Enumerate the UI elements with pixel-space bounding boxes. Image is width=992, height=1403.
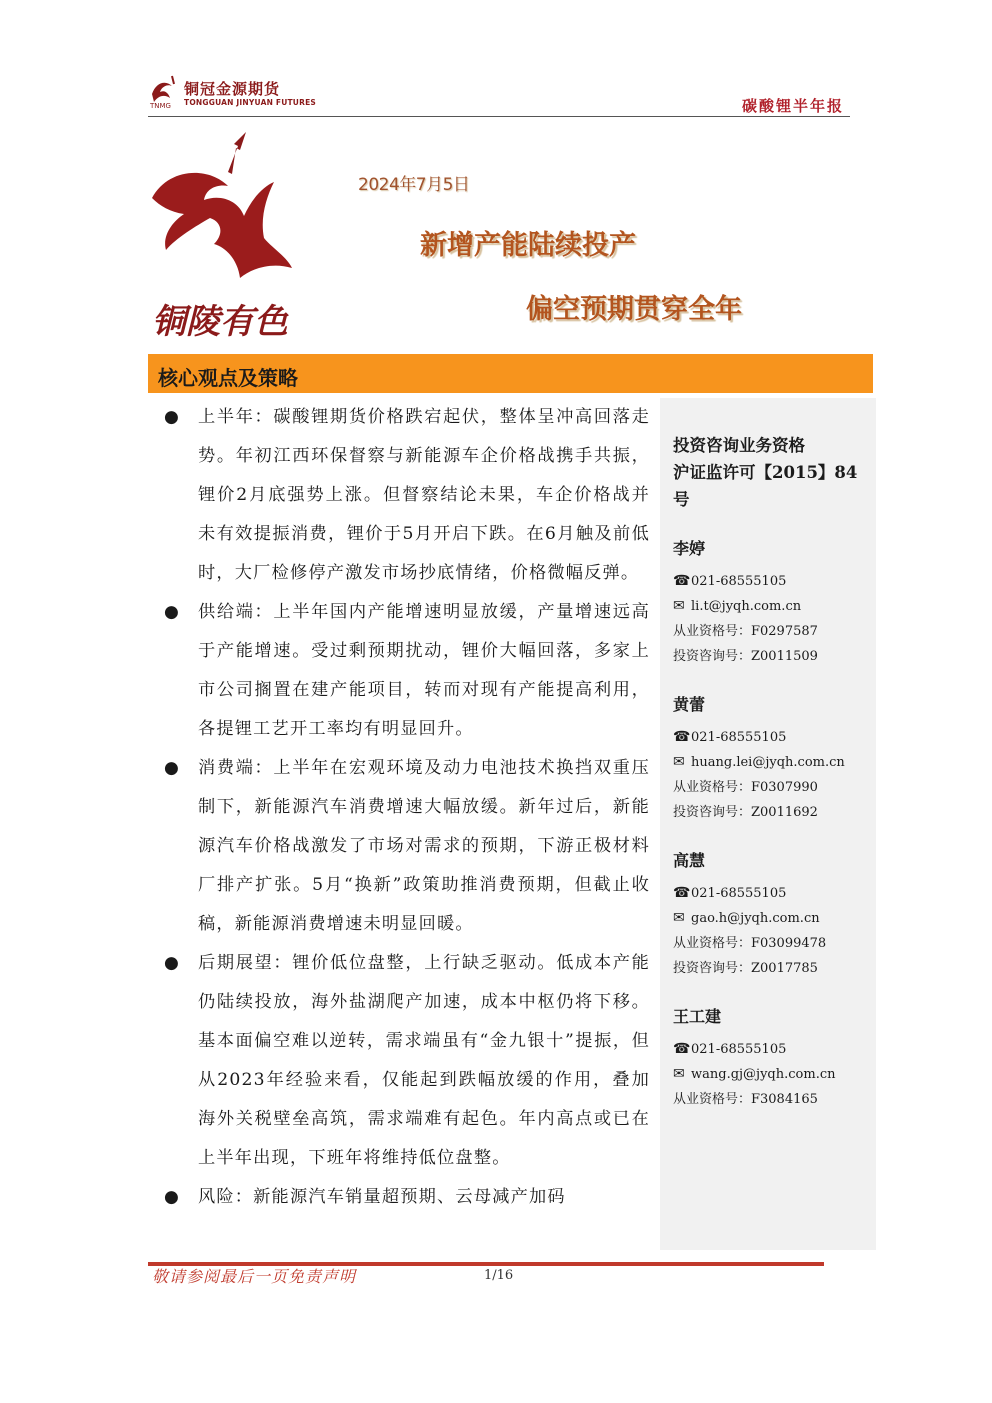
- bullet-item: [160, 944, 650, 1178]
- report-title-line2: 偏空预期贯穿全年: [526, 294, 742, 325]
- analyst-name: 李婷: [673, 539, 706, 558]
- phone-icon: ☎: [673, 573, 691, 589]
- analyst-license: 从业资格号：F0307990: [673, 780, 818, 795]
- analyst-license: 从业资格号：F0297587: [673, 624, 818, 639]
- email-icon: ✉: [673, 910, 685, 926]
- analyst-email[interactable]: li.t@jyqh.com.cn: [691, 599, 802, 614]
- email-icon: ✉: [673, 598, 685, 614]
- company-name-cn: 铜冠金源期货: [184, 80, 281, 98]
- analyst-license: 从业资格号：F3084165: [673, 1092, 818, 1107]
- bullet-dot-icon: ●: [164, 602, 181, 622]
- bullet-text: 上半年：碳酸锂期货价格跌宕起伏，整体呈冲高回落走势。年初江西环保督察与新能源车企价格战携手共振，锂价2月底强势上涨。但督察结论未果，车企价格战并未有效提振消费，锂价于5月开启下跌。在6月触及前低时，大厂检修停产激发市场抄底情绪，价格微幅反弹。: [198, 407, 650, 583]
- email-icon: ✉: [673, 1066, 685, 1082]
- emblem-logo: [148, 128, 298, 343]
- disclaimer-link[interactable]: 敬请参阅最后一页免责声明: [152, 1267, 357, 1286]
- analyst-card: [673, 848, 873, 981]
- analyst-email[interactable]: wang.gj@jyqh.com.cn: [691, 1067, 836, 1082]
- bullet-item: [160, 1178, 650, 1217]
- analyst-phone: 021-68555105: [691, 886, 787, 901]
- report-date: 2024年7月5日: [358, 175, 470, 195]
- analyst-advisory: 投资咨询号：Z0017785: [673, 961, 818, 976]
- bullet-text: 后期展望：锂价低位盘整，上行缺乏驱动。低成本产能仍陆续投放，海外盐湖爬产加速，成本中枢仍将下移。基本面偏空难以逆转，需求端虽有“金九银十”提振，但从2023年经验来看，仅能起到跌幅放缓的作用，叠加海外关税壁垒高筑，需求端难有起色。年内高点或已在上半年出现，下班年将维持低位盘整。: [198, 953, 650, 1168]
- bullet-item: [160, 398, 650, 593]
- bullet-dot-icon: ●: [164, 758, 181, 778]
- analyst-phone: 021-68555105: [691, 574, 787, 589]
- analyst-card: [673, 1004, 873, 1112]
- analyst-name: 王工建: [673, 1007, 722, 1026]
- logo-mark-icon: [148, 72, 182, 106]
- phone-icon: ☎: [673, 729, 691, 745]
- report-type: 碳酸锂半年报: [741, 97, 844, 115]
- analyst-advisory: 投资咨询号：Z0011692: [673, 805, 818, 820]
- bullet-item: [160, 749, 650, 944]
- analyst-sidebar: [660, 398, 876, 1250]
- bullet-dot-icon: ●: [164, 407, 181, 427]
- analyst-email[interactable]: gao.h@jyqh.com.cn: [691, 911, 820, 926]
- section-title: 核心观点及策略: [158, 366, 298, 390]
- analyst-name: 高慧: [673, 851, 706, 870]
- qualification-block: [673, 432, 876, 513]
- analyst-license: 从业资格号：F03099478: [673, 936, 827, 951]
- core-views-list: [160, 398, 650, 1217]
- email-icon: ✉: [673, 754, 685, 770]
- bullet-text: 供给端：上半年国内产能增速明显放缓，产量增速远高于产能增速。受过剩预期扰动，锂价大幅回落，多家上市公司搁置在建产能项目，转而对现有产能提高利用，各提锂工艺开工率均有明显回升。: [198, 602, 650, 739]
- analyst-card: [673, 536, 873, 669]
- phone-icon: ☎: [673, 885, 691, 901]
- qualification-line2: 沪证监许可【2015】84 号: [673, 463, 858, 509]
- analyst-phone: 021-68555105: [691, 1042, 787, 1057]
- bullet-text: 消费端：上半年在宏观环境及动力电池技术换挡双重压制下，新能源汽车消费增速大幅放缓。新年过后，新能源汽车价格战激发了市场对需求的预期，下游正极材料厂排产扩张。5月“换新”政策助推消费预期，但截止收稿，新能源消费增速未明显回暖。: [198, 758, 650, 934]
- phone-icon: ☎: [673, 1041, 691, 1057]
- bullet-text: 风险：新能源汽车销量超预期、云母减产加码: [198, 1187, 566, 1207]
- header-divider: [148, 116, 850, 117]
- qualification-line1: 投资咨询业务资格: [673, 436, 805, 455]
- report-title-line1: 新增产能陆续投产: [420, 230, 636, 261]
- bullet-item: [160, 593, 650, 749]
- bullet-dot-icon: ●: [164, 953, 181, 973]
- section-header: [148, 354, 873, 393]
- analyst-advisory: 投资咨询号：Z0011509: [673, 649, 818, 664]
- analyst-phone: 021-68555105: [691, 730, 787, 745]
- company-name-en: TONGGUAN JINYUAN FUTURES: [184, 98, 316, 107]
- emblem-text: 铜陵有色: [152, 302, 288, 342]
- analyst-email[interactable]: huang.lei@jyqh.com.cn: [691, 755, 845, 770]
- analyst-card: [673, 692, 873, 825]
- analyst-name: 黄蕾: [673, 695, 706, 714]
- bullet-dot-icon: ●: [164, 1187, 181, 1207]
- page-number: 1/16: [484, 1268, 514, 1283]
- company-abbr: TNMG: [150, 102, 171, 110]
